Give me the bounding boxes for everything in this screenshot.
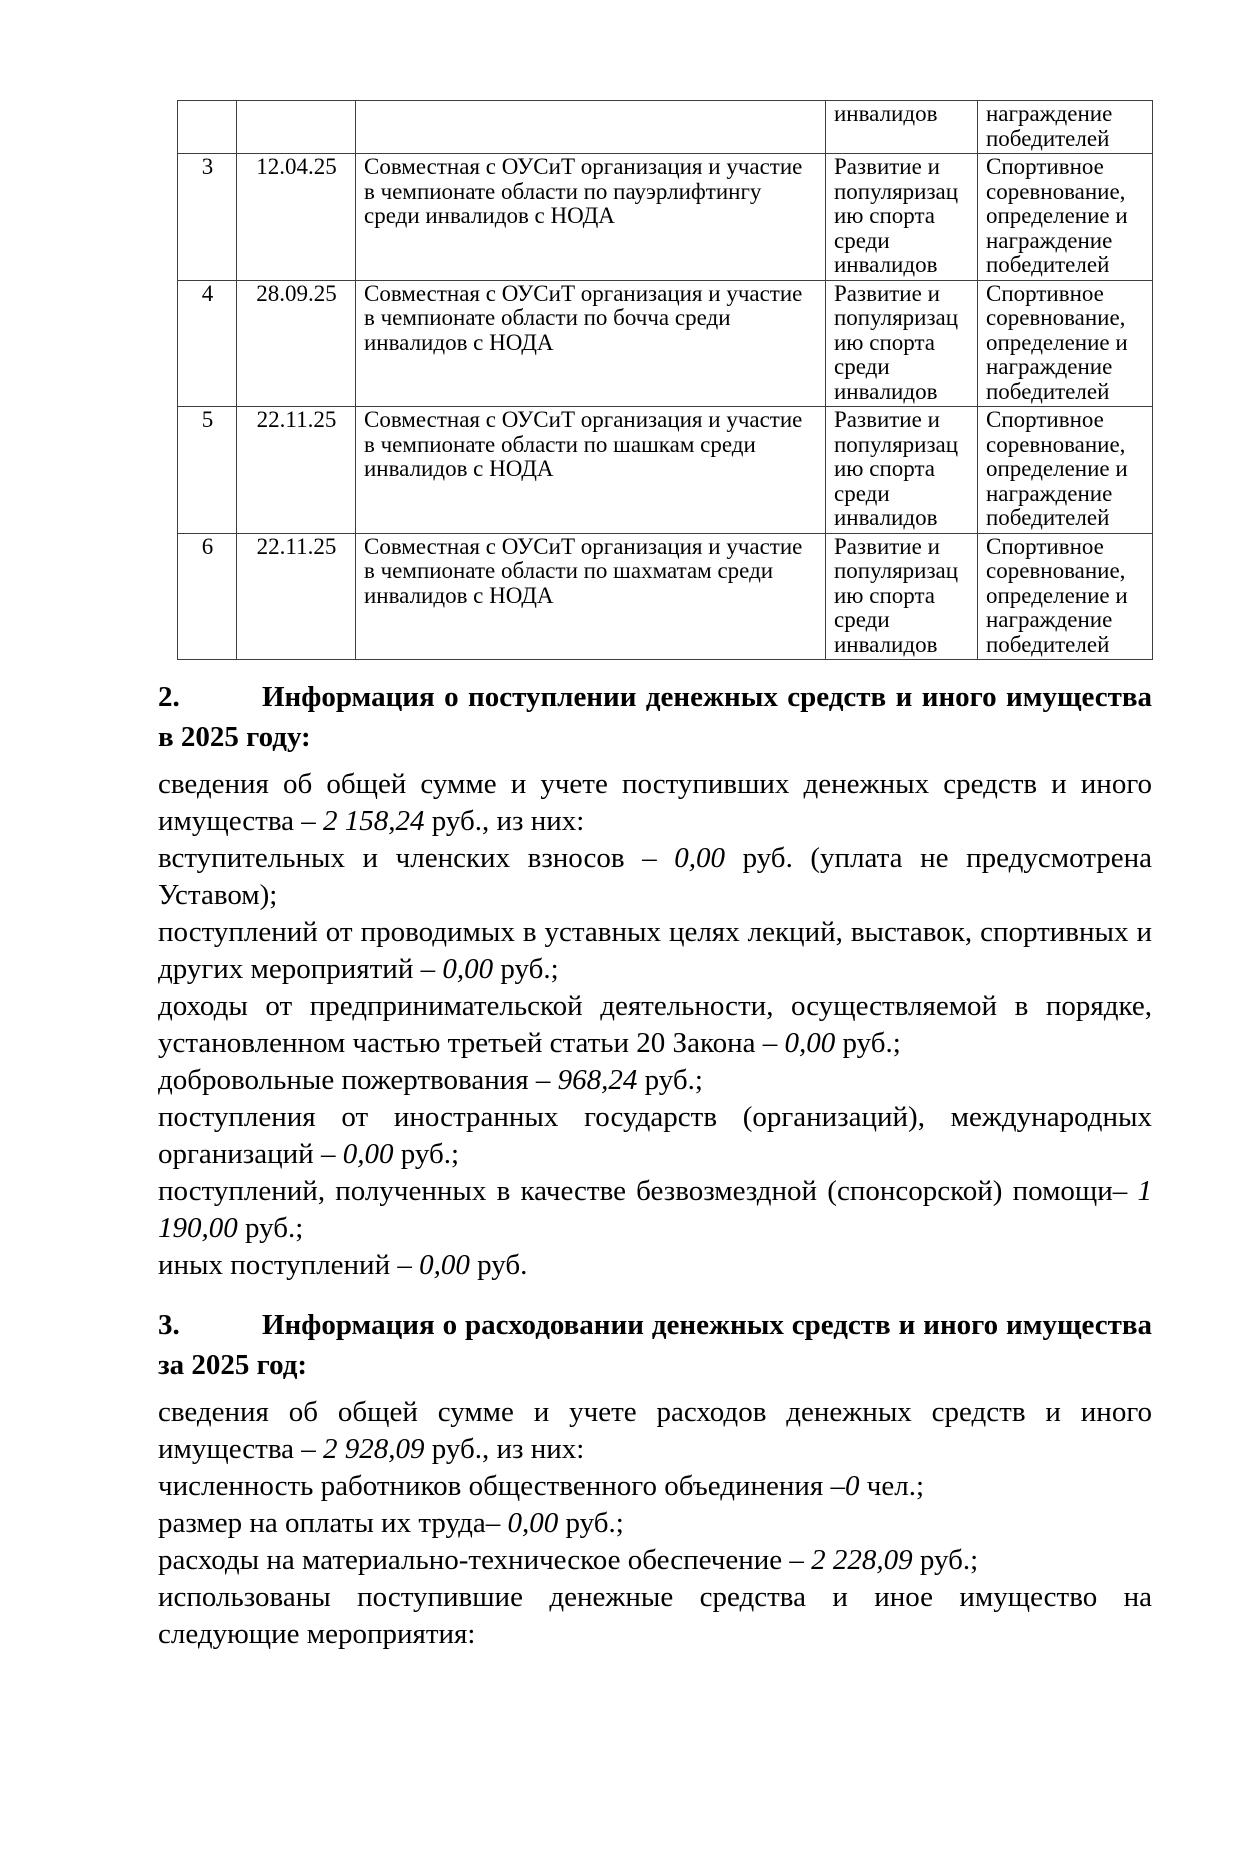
amount-value: 0,00 [419,1249,470,1281]
paragraph-text: вступительных и членских взносов – [158,842,675,874]
events-table-body [178,101,1153,660]
paragraph [158,1099,1152,1173]
cell-date: 22.11.25 [237,533,356,660]
paragraph-text: расходы на материально-техническое обеспечение – [158,1544,812,1576]
cell-description: Совместная с ОУСиТ организация и участие в чемпионате области по шахматам среди инвалидов с НОДА [356,533,826,660]
paragraph-text: чел.; [859,1470,925,1502]
cell-row-number: 4 [178,280,237,407]
paragraph-text: использованы поступившие денежные средства и иное имущество на следующие мероприятия: [158,1581,1152,1650]
section-income-heading [158,677,1152,757]
paragraph [158,766,1152,840]
paragraph-text: доходы от предпринимательской деятельности, осуществляемой в порядке, установленном частью третьей статьи 20 Закона – [158,990,1152,1059]
cell-date: 28.09.25 [237,280,356,407]
table-row [178,154,1153,281]
paragraph [158,1173,1152,1247]
cell-row-number: 5 [178,407,237,534]
amount-value: 2 228,09 [811,1544,913,1576]
paragraph [158,1579,1152,1653]
table-row [178,533,1153,660]
cell-description: Совместная с ОУСиТ организация и участие в чемпионате области по шашкам среди инвалидов с НОДА [356,407,826,534]
paragraph-text: размер на оплаты их труда– [158,1507,508,1539]
paragraph [158,988,1152,1062]
section-expenses-title: Информация о расходовании денежных средств и иного имущества за 2025 год: [158,1309,1152,1381]
cell-result: Спортивное соревнование, определение и награждение победителей [978,280,1153,407]
amount-value: 0,00 [507,1507,559,1539]
amount-value: 2 928,09 [323,1433,425,1465]
paragraph-text: поступлений, полученных в качестве безвозмездной (спонсорской) помощи– [158,1175,1138,1207]
cell-row-number [178,101,237,154]
paragraph [158,1394,1152,1468]
paragraph-text: добровольные пожертвования – [158,1064,558,1096]
section-income [158,677,1152,1284]
paragraph-text: руб.; [637,1064,703,1096]
table-row [178,407,1153,534]
cell-result: Спортивное соревнование, определение и награждение победителей [978,533,1153,660]
paragraph [158,1468,1152,1505]
cell-row-number: 3 [178,154,237,281]
paragraph-text: численность работников общественного объединения – [158,1470,846,1502]
paragraph-text: иных поступлений – [158,1249,420,1281]
paragraph-text: руб.; [835,1027,901,1059]
section-income-paragraphs [158,766,1152,1284]
section-expenses-heading [158,1305,1152,1385]
paragraph-text: руб. (уплата не предусмотрена Уставом); [158,842,1152,911]
amount-value: 1 190,00 [158,1175,1152,1244]
paragraph-text: руб., из них: [424,805,585,837]
section-expenses-paragraphs [158,1394,1152,1653]
amount-value: 0 [845,1470,860,1502]
cell-purpose: Развитие и популяризацию спорта среди инвалидов [826,407,978,534]
paragraph-text: сведения об общей сумме и учете поступивших денежных средств и иного имущества – [158,768,1152,837]
cell-purpose: инвалидов [826,101,978,154]
cell-description [356,101,826,154]
section-expenses [158,1305,1152,1653]
section-expenses-number: 3. [158,1309,180,1341]
amount-value: 0,00 [342,1138,394,1170]
amount-value: 0,00 [784,1027,836,1059]
cell-result: Спортивное соревнование, определение и награждение победителей [978,407,1153,534]
paragraph-text: руб.; [558,1507,624,1539]
cell-date [237,101,356,154]
cell-result: Спортивное соревнование, определение и награждение победителей [978,154,1153,281]
amount-value: 2 158,24 [323,805,425,837]
cell-description: Совместная с ОУСиТ организация и участие в чемпионате области по пауэрлифтингу среди инвалидов с НОДА [356,154,826,281]
amount-value: 0,00 [674,842,725,874]
amount-value: 0,00 [442,953,494,985]
paragraph-text: сведения об общей сумме и учете расходов денежных средств и иного имущества – [158,1396,1152,1465]
paragraph-text: руб.; [493,953,559,985]
paragraph-text: поступлений от проводимых в уставных целях лекций, выставок, спортивных и других мероприятий – [158,916,1152,985]
paragraph [158,1505,1152,1542]
paragraph-text: руб., из них: [424,1433,585,1465]
cell-date: 12.04.25 [237,154,356,281]
table-row [178,101,1153,154]
paragraph [158,1542,1152,1579]
paragraph [158,1062,1152,1099]
paragraph-text: руб.; [393,1138,460,1170]
paragraph [158,914,1152,988]
paragraph-text: руб.; [237,1212,304,1244]
paragraph-text: руб.; [912,1544,979,1576]
paragraph [158,1247,1152,1284]
paragraph [158,840,1152,914]
table-row [178,280,1153,407]
section-income-number: 2. [158,681,180,713]
document-page [0,100,1241,1854]
cell-date: 22.11.25 [237,407,356,534]
events-table [177,100,1153,660]
cell-result: награждение победителей [978,101,1153,154]
cell-purpose: Развитие и популяризацию спорта среди инвалидов [826,280,978,407]
cell-purpose: Развитие и популяризацию спорта среди инвалидов [826,154,978,281]
cell-row-number: 6 [178,533,237,660]
section-income-title: Информация о поступлении денежных средств и иного имущества в 2025 году: [158,681,1152,753]
paragraph-text: поступления от иностранных государств (организаций), международных организаций – [158,1101,1152,1170]
amount-value: 968,24 [557,1064,638,1096]
cell-description: Совместная с ОУСиТ организация и участие в чемпионате области по бочча среди инвалидов с НОДА [356,280,826,407]
cell-purpose: Развитие и популяризацию спорта среди инвалидов [826,533,978,660]
paragraph-text: руб. [469,1249,528,1281]
